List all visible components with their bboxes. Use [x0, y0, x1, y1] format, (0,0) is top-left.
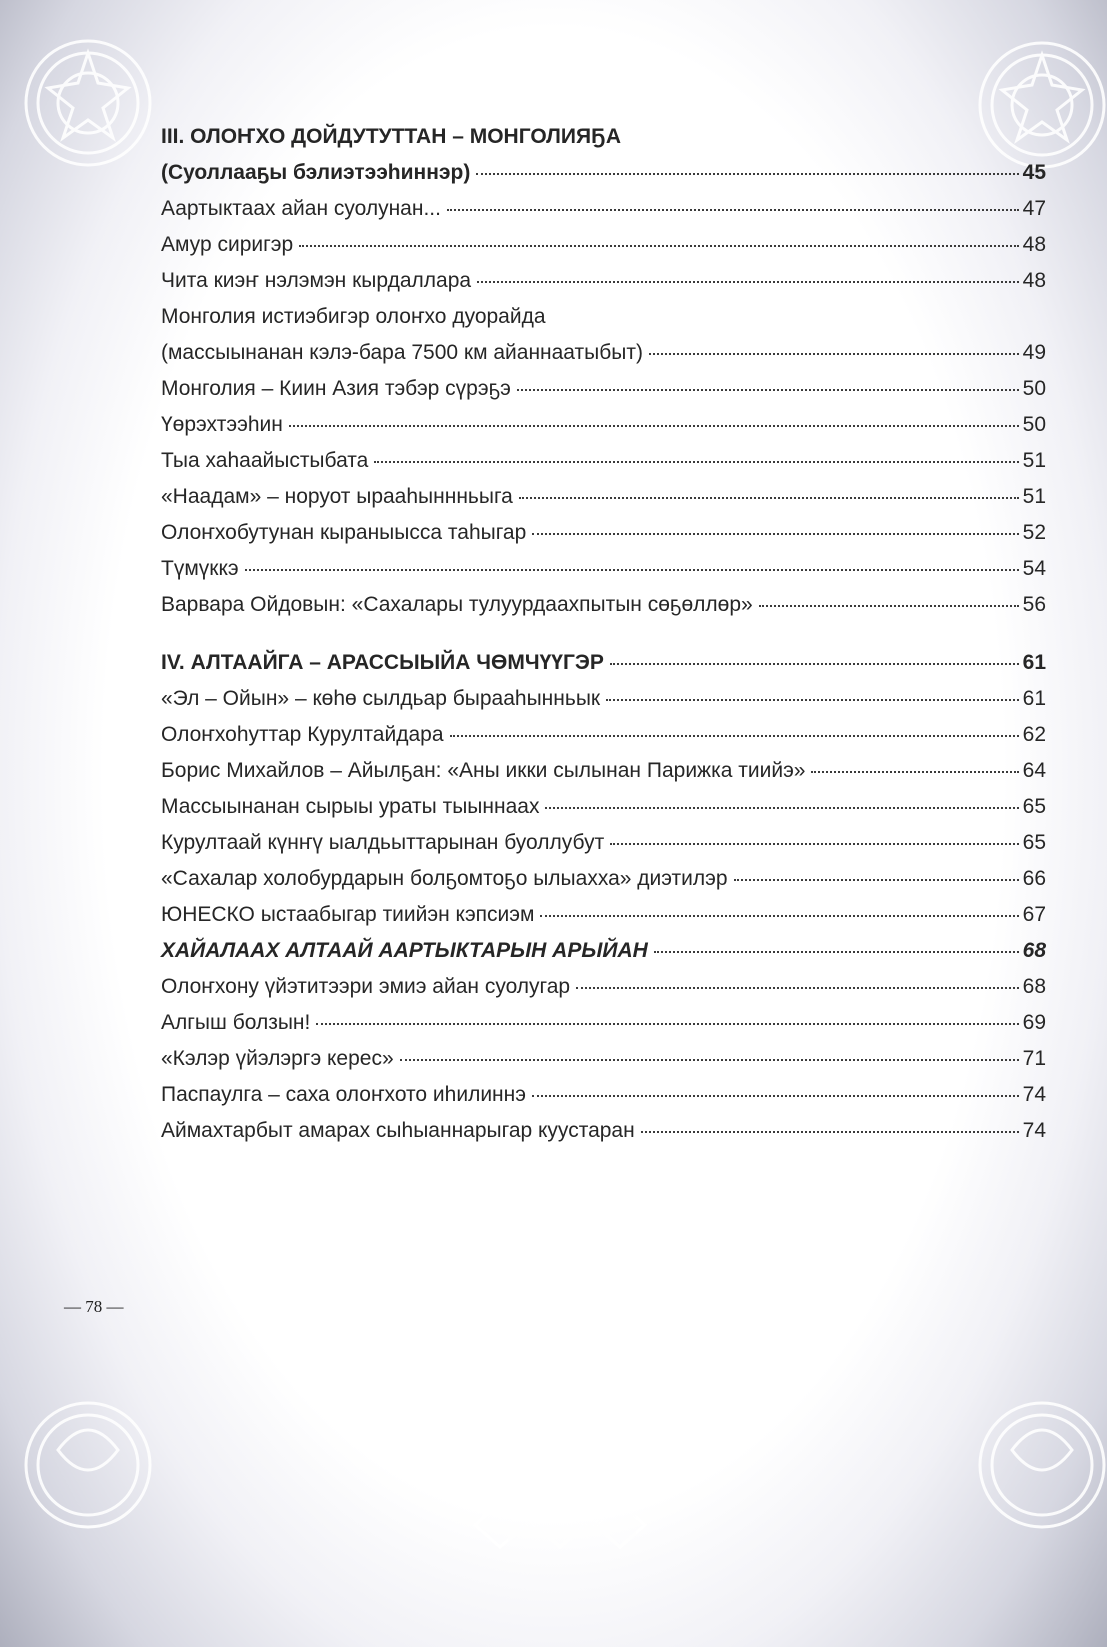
toc-entry-title: Алгыш болзын! — [161, 1011, 311, 1034]
toc-entry-page: 54 — [1022, 557, 1046, 580]
toc-dot-leader — [400, 1058, 1019, 1061]
toc-entry-page: 49 — [1022, 341, 1046, 364]
toc-entry-page: 67 — [1022, 903, 1046, 926]
bottom-ornament-icon — [455, 1495, 665, 1555]
toc-entry — [161, 407, 1046, 443]
toc-entry — [161, 227, 1046, 263]
toc-dot-leader — [477, 280, 1019, 283]
toc-entry-page: 68 — [1022, 939, 1046, 962]
toc-entry-page: 47 — [1022, 197, 1046, 220]
toc-entry-title: «Наадам» – норуот ырааһыннньыга — [161, 485, 513, 508]
toc-dot-leader — [299, 244, 1018, 247]
toc-dot-leader — [610, 842, 1018, 845]
toc-entry-page: 65 — [1022, 795, 1046, 818]
toc-entry-page: 48 — [1022, 233, 1046, 256]
toc-entry-page: 56 — [1022, 593, 1046, 616]
toc-entry — [161, 825, 1046, 861]
toc-dot-leader — [519, 496, 1019, 499]
toc-dot-leader — [289, 424, 1019, 427]
section-heading — [161, 119, 1046, 155]
toc-entry-title: IV. АЛТААЙГА – АРАССЫЫЙА ЧӨМЧҮҮГЭР — [161, 651, 604, 674]
toc-dot-leader — [447, 208, 1019, 211]
toc-entry-page: 68 — [1022, 975, 1046, 998]
toc-entry — [161, 443, 1046, 479]
toc-entry — [161, 717, 1046, 753]
toc-entry-page: 45 — [1022, 161, 1046, 184]
section-gap — [161, 623, 1046, 645]
toc-entry — [161, 299, 1046, 335]
toc-entry — [161, 861, 1046, 897]
toc-entry — [161, 155, 1046, 191]
table-of-contents — [161, 119, 1046, 1149]
toc-dot-leader — [641, 1130, 1019, 1133]
toc-entry-title: Олоҥхоһуттар Курултайдара — [161, 723, 444, 746]
toc-entry — [161, 551, 1046, 587]
toc-entry-page: 61 — [1022, 687, 1046, 710]
toc-entry — [161, 479, 1046, 515]
toc-entry — [161, 335, 1046, 371]
toc-dot-leader — [606, 698, 1019, 701]
toc-entry — [161, 515, 1046, 551]
toc-dot-leader — [545, 806, 1018, 809]
toc-entry — [161, 969, 1046, 1005]
toc-dot-leader — [374, 460, 1018, 463]
toc-entry-page: 48 — [1022, 269, 1046, 292]
toc-dot-leader — [540, 914, 1018, 917]
toc-entry-page: 65 — [1022, 831, 1046, 854]
toc-entry-title: Үөрэхтээһин — [161, 413, 283, 436]
toc-entry-page: 50 — [1022, 377, 1046, 400]
corner-ornament-icon — [18, 1390, 168, 1540]
toc-entry-title: Тыа хаһаайыстыбата — [161, 449, 369, 472]
toc-entry — [161, 191, 1046, 227]
toc-entry-title: (Суоллааҕы бэлиэтээһиннэр) — [161, 161, 471, 184]
toc-entry-page: 74 — [1022, 1119, 1046, 1142]
toc-entry-page: 50 — [1022, 413, 1046, 436]
toc-entry-title: Чита киэҥ нэлэмэн кырдаллара — [161, 269, 472, 292]
toc-entry-page: 66 — [1022, 867, 1046, 890]
toc-dot-leader — [759, 604, 1019, 607]
toc-entry-title: Курултаай күнҥү ыалдьыттарынан буоллубут — [161, 831, 605, 854]
toc-entry-page: 74 — [1022, 1083, 1046, 1106]
toc-dot-leader — [316, 1022, 1018, 1025]
toc-entry — [161, 587, 1046, 623]
toc-entry-title: «Кэлэр үйэлэргэ керес» — [161, 1047, 394, 1070]
toc-entry-title: Монголия – Киин Азия тэбэр сүрэҕэ — [161, 377, 511, 400]
toc-entry-title: «Эл – Ойын» – көһө сылдьар бырааһынньык — [161, 687, 601, 710]
toc-dot-leader — [532, 532, 1018, 535]
toc-entry-title: Түмүккэ — [161, 557, 239, 580]
corner-ornament-icon — [957, 1390, 1107, 1540]
toc-entry — [161, 933, 1046, 969]
toc-dot-leader — [517, 388, 1019, 391]
toc-dot-leader — [649, 352, 1019, 355]
toc-entry-title: ХАЙАЛААХ АЛТААЙ ААРТЫКТАРЫН АРЫЙАН — [161, 939, 648, 962]
toc-entry — [161, 1113, 1046, 1149]
toc-entry-title: Аартыктаах айан суолунан... — [161, 197, 441, 220]
toc-entry-title: Варвара Ойдовын: «Сахалары тулуурдаахпытын сөҕөллөр» — [161, 593, 753, 616]
toc-entry-page: 61 — [1022, 651, 1046, 674]
toc-entry — [161, 753, 1046, 789]
toc-dot-leader — [476, 172, 1018, 175]
toc-entry-page: 52 — [1022, 521, 1046, 544]
toc-dot-leader — [654, 950, 1019, 953]
toc-entry — [161, 645, 1046, 681]
toc-entry-title: (массыынанан кэлэ-бара 7500 км айаннаатыбыт) — [161, 341, 643, 364]
toc-entry — [161, 789, 1046, 825]
toc-entry — [161, 897, 1046, 933]
corner-ornament-icon — [18, 28, 168, 178]
toc-entry-title: Амур сиригэр — [161, 233, 294, 256]
toc-dot-leader — [450, 734, 1019, 737]
toc-entry — [161, 681, 1046, 717]
toc-entry-title: Борис Михайлов – Айылҕан: «Аны икки сылынан Парижка тиийэ» — [161, 759, 806, 782]
toc-dot-leader — [734, 878, 1019, 881]
section-heading-text: III. ОЛОҤХО ДОЙДУТУТТАН – МОНГОЛИЯҔА — [161, 125, 622, 148]
toc-dot-leader — [245, 568, 1019, 571]
toc-entry — [161, 371, 1046, 407]
section-3-entries — [161, 155, 1046, 623]
toc-dot-leader — [610, 662, 1019, 665]
toc-entry-page: 64 — [1022, 759, 1046, 782]
section-4-entries — [161, 645, 1046, 1149]
toc-entry — [161, 1041, 1046, 1077]
toc-entry-title: Паспаулга – саха олоҥхото иһилиннэ — [161, 1083, 526, 1106]
toc-entry-title: Монголия истиэбигэр олоҥхо дуорайда — [161, 305, 546, 328]
toc-entry — [161, 1005, 1046, 1041]
toc-entry-page: 69 — [1022, 1011, 1046, 1034]
toc-entry-title: Олоҥхону үйэтитээри эмиэ айан суолугар — [161, 975, 571, 998]
toc-entry-title: Массыынанан сырыы ураты тыыннаах — [161, 795, 540, 818]
page-number: — 78 — — [64, 1297, 124, 1316]
toc-entry-page: 51 — [1022, 449, 1046, 472]
toc-dot-leader — [576, 986, 1019, 989]
toc-entry-title: ЮНЕСКО ыстаабыгар тиийэн кэпсиэм — [161, 903, 535, 926]
toc-entry-title: «Сахалар холобурдарын болҕомтоҕо ылыахха» диэтилэр — [161, 867, 728, 890]
toc-entry-title: Аймахтарбыт амарах сыһыаннарыгар куустаран — [161, 1119, 635, 1142]
toc-entry — [161, 1077, 1046, 1113]
toc-dot-leader — [532, 1094, 1019, 1097]
toc-entry-page: 51 — [1022, 485, 1046, 508]
toc-entry-page: 71 — [1022, 1047, 1046, 1070]
toc-entry-title: Олоҥхобутунан кыраныысса таһыгар — [161, 521, 527, 544]
toc-dot-leader — [811, 770, 1018, 773]
toc-entry — [161, 263, 1046, 299]
toc-entry-page: 62 — [1022, 723, 1046, 746]
